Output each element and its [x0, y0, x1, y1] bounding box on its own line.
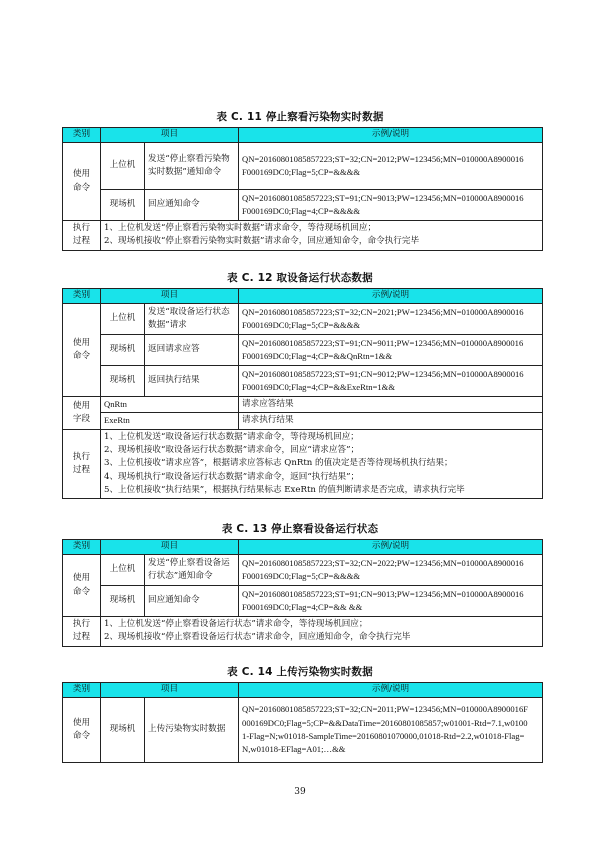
- item-cell: 上传污染物实时数据: [145, 698, 239, 763]
- table-row: [63, 617, 543, 647]
- table-row: [63, 586, 543, 617]
- header-category: 类别: [63, 128, 101, 143]
- header-category: 类别: [63, 683, 101, 698]
- process-steps: 1、上位机发送“停止察看污染物实时数据”请求命令，等待现场机回应； 2、现场机接收“停止察看污染物实时数据”请求命令，回应通知命令，命令执行完毕: [101, 221, 543, 251]
- header-category: 类别: [63, 289, 101, 304]
- header-category: 类别: [63, 540, 101, 555]
- table-row: [63, 413, 543, 429]
- item-cell: 回应通知命令: [145, 190, 239, 221]
- table-row: [63, 397, 543, 413]
- item-cell: 发送“停止察看设备运行状态”通知命令: [145, 555, 239, 586]
- process-label: 执行 过程: [63, 617, 101, 647]
- field-desc: 请求应答结果: [239, 397, 543, 413]
- table-c14-caption: 表 C. 14 上传污染物实时数据: [227, 666, 373, 678]
- item-cell: 发送“取设备运行状态数据”请求: [145, 304, 239, 335]
- item-cell: 返回执行结果: [145, 366, 239, 397]
- table-c13: [62, 539, 543, 647]
- role-cell: 现场机: [101, 335, 145, 366]
- group-label-command: 使用 命令: [63, 143, 101, 221]
- page-number: 39: [294, 787, 306, 797]
- role-cell: 上位机: [101, 304, 145, 335]
- table-c14: [62, 682, 543, 763]
- field-desc: 请求执行结果: [239, 413, 543, 429]
- role-cell: 上位机: [101, 555, 145, 586]
- table-c12: [62, 288, 543, 499]
- example-cell: QN=20160801085857223;ST=91;CN=9013;PW=123456;MN=010000A8900016 F000169DC0;Flag=4;CP=&& &&: [239, 586, 543, 617]
- table-row: [63, 698, 543, 763]
- table-row: [63, 366, 543, 397]
- example-cell: QN=20160801085857223;ST=91;CN=9012;PW=123456;MN=010000A8900016 F000169DC0;Flag=4;CP=&&ExeRtn=1&&: [239, 366, 543, 397]
- table-header-row: [63, 683, 543, 698]
- field-name: QnRtn: [101, 397, 239, 413]
- table-row: [63, 143, 543, 190]
- field-label: 使用 字段: [63, 397, 101, 430]
- role-cell: 现场机: [101, 366, 145, 397]
- item-cell: 返回请求应答: [145, 335, 239, 366]
- group-label-command: 使用 命令: [63, 555, 101, 617]
- header-example: 示例/说明: [239, 683, 543, 698]
- process-steps: 1、上位机发送“停止察看设备运行状态”请求命令，等待现场机回应； 2、现场机接收“停止察看设备运行状态”请求命令，回应通知命令，命令执行完毕: [101, 617, 543, 647]
- table-row: [63, 555, 543, 586]
- role-cell: 上位机: [101, 143, 145, 190]
- header-item: 项目: [101, 128, 239, 143]
- example-cell: QN=20160801085857223;ST=91;CN=9013;PW=123456;MN=010000A8900016 F000169DC0;Flag=4;CP=&&&&: [239, 190, 543, 221]
- table-c11-caption: 表 C. 11 停止察看污染物实时数据: [216, 111, 384, 123]
- example-cell: QN=20160801085857223;ST=32;CN=2021;PW=123456;MN=010000A8900016 F000169DC0;Flag=5;CP=&&&&: [239, 304, 543, 335]
- table-c11: [62, 127, 543, 251]
- process-label: 执行 过程: [63, 221, 101, 251]
- item-cell: 发送“停止察看污染物实时数据”通知命令: [145, 143, 239, 190]
- role-cell: 现场机: [101, 586, 145, 617]
- table-row: [63, 304, 543, 335]
- process-label: 执行 过程: [63, 429, 101, 499]
- table-header-row: [63, 289, 543, 304]
- header-item: 项目: [101, 683, 239, 698]
- table-c13-caption: 表 C. 13 停止察看设备运行状态: [221, 523, 379, 535]
- table-row: [63, 190, 543, 221]
- example-cell: QN=20160801085857223;ST=32;CN=2011;PW=123456;MN=010000A8900016F 000169DC0;Flag=5;CP=&&DataTime=20160801085857;w01001-Rtd=7.1,w0100 1-Flag=N;w01018-SampleTime=20160801070000,01018-Rtd=2.2,w01018-Flag= N,w01018-EFlag=A01;…&&: [239, 698, 543, 763]
- process-steps: 1、上位机发送“取设备运行状态数据”请求命令，等待现场机回应； 2、现场机接收“取设备运行状态数据”请求命令，回应“请求应答”； 3、上位机接收“请求应答”，根据请求应答标志 QnRtn 的值决定是否等待现场机执行结果； 4、现场机执行“取设备运行状态数据”请求命令，返回“执行结果”； 5、上位机接收“执行结果”，根据执行结果标志 ExeRtn 的值判断请求是否完成，请求执行完毕: [101, 429, 543, 499]
- table-row: [63, 335, 543, 366]
- table-c12-caption: 表 C. 12 取设备运行状态数据: [227, 272, 373, 284]
- header-item: 项目: [101, 540, 239, 555]
- table-row: [63, 221, 543, 251]
- group-label-command: 使用 命令: [63, 304, 101, 397]
- header-example: 示例/说明: [239, 540, 543, 555]
- example-cell: QN=20160801085857223;ST=32;CN=2012;PW=123456;MN=010000A8900016 F000169DC0;Flag=5;CP=&&&&: [239, 143, 543, 190]
- table-header-row: [63, 128, 543, 143]
- role-cell: 现场机: [101, 190, 145, 221]
- example-cell: QN=20160801085857223;ST=91;CN=9011;PW=123456;MN=010000A8900016 F000169DC0;Flag=4;CP=&&QnRtn=1&&: [239, 335, 543, 366]
- group-label-command: 使用 命令: [63, 698, 101, 763]
- role-cell: 现场机: [101, 698, 145, 763]
- table-header-row: [63, 540, 543, 555]
- header-example: 示例/说明: [239, 128, 543, 143]
- field-name: ExeRtn: [101, 413, 239, 429]
- table-row: [63, 429, 543, 499]
- header-example: 示例/说明: [239, 289, 543, 304]
- example-cell: QN=20160801085857223;ST=32;CN=2022;PW=123456;MN=010000A8900016 F000169DC0;Flag=5;CP=&&&&: [239, 555, 543, 586]
- header-item: 项目: [101, 289, 239, 304]
- item-cell: 回应通知命令: [145, 586, 239, 617]
